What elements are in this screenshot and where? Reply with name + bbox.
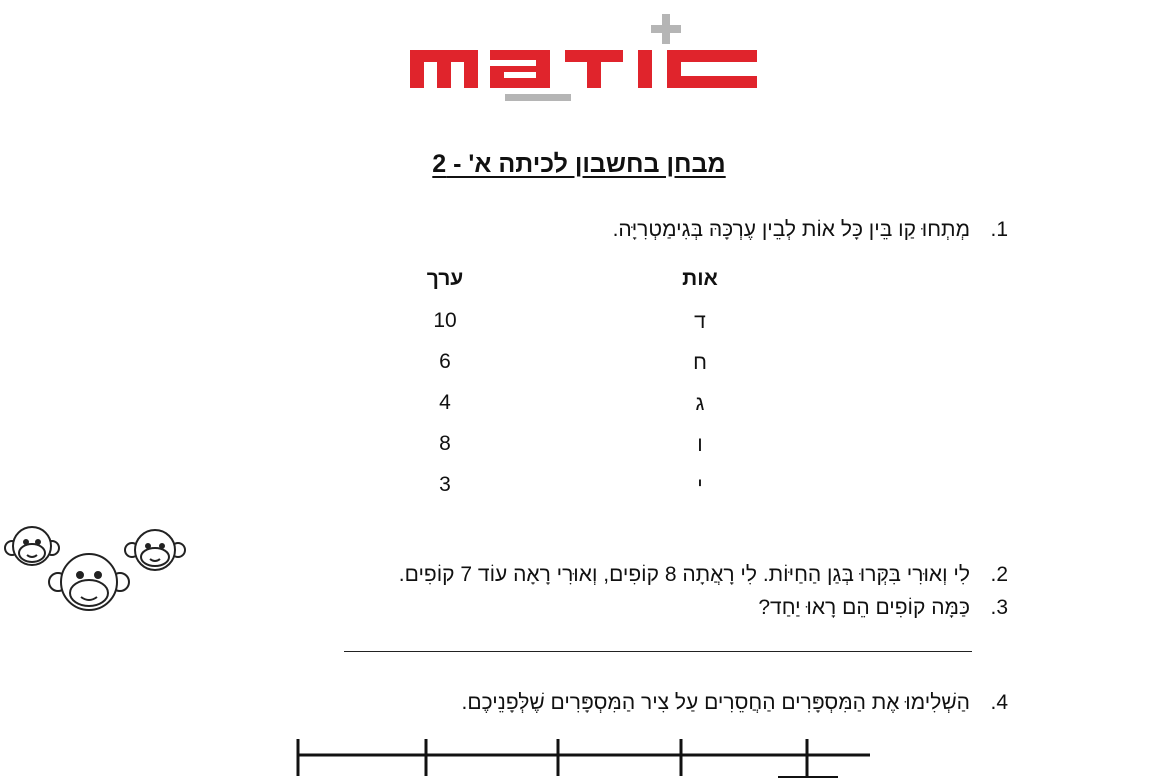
- letter-cell: ח: [693, 351, 707, 374]
- question-3: [758, 596, 1008, 620]
- question-text: כַּמָּה קוֹפִים הֵם רָאוּ יַחַד?: [758, 596, 970, 619]
- question-2: [399, 563, 1008, 587]
- question-text: מְתְחוּ קַו בֵּין כָּל אוֹת לְבֵין עֶרְכָּהּ בְּגִימַטְרִיָּה.: [612, 218, 970, 241]
- question-number: 3.: [990, 596, 1008, 619]
- value-cell: 10: [433, 309, 457, 332]
- value-column-header: ערך: [426, 267, 464, 290]
- value-cell: 3: [439, 473, 451, 496]
- value-cell: 4: [439, 391, 451, 414]
- question-number: 1.: [990, 218, 1008, 241]
- monkey-face-icon: [49, 554, 129, 610]
- value-cell: 6: [439, 350, 451, 373]
- letter-cell: י: [697, 474, 703, 497]
- question-text: לִי וְאוּרִי בִּקְּרוּ בְּגַן הַחַיּוֹת. לִי רָאֲתָה 8 קוֹפִים, וְאוּרִי רָאָה עוֹד 7 קוֹפִים.: [398, 563, 970, 586]
- question-text: הַשְׁלִימוּ אֶת הַמִּסְפָּרִים הַחֲסֵרִים עַל צִיר הַמִּסְפָּרִים שֶׁלְּפָנֵיכֶם.: [461, 691, 970, 714]
- monkey-face-icon: [125, 530, 185, 570]
- letter-cell: ו: [697, 433, 703, 456]
- letter-column-header: אות: [682, 267, 718, 290]
- value-cell: 8: [439, 432, 451, 455]
- question-1: [613, 218, 1008, 242]
- question-4: [462, 691, 1008, 715]
- letter-cell: ג: [695, 392, 705, 415]
- page-title: מבחן בחשבון לכיתה א' - 2: [432, 150, 726, 178]
- question-number: 2.: [990, 563, 1008, 586]
- monkey-face-icon: [5, 527, 59, 565]
- answer-line[interactable]: [344, 651, 972, 652]
- letter-cell: ד: [694, 310, 706, 333]
- question-number: 4.: [990, 691, 1008, 714]
- monkeys-illustration: [0, 520, 190, 620]
- number-line: [290, 734, 880, 784]
- matic-logo: [405, 10, 765, 106]
